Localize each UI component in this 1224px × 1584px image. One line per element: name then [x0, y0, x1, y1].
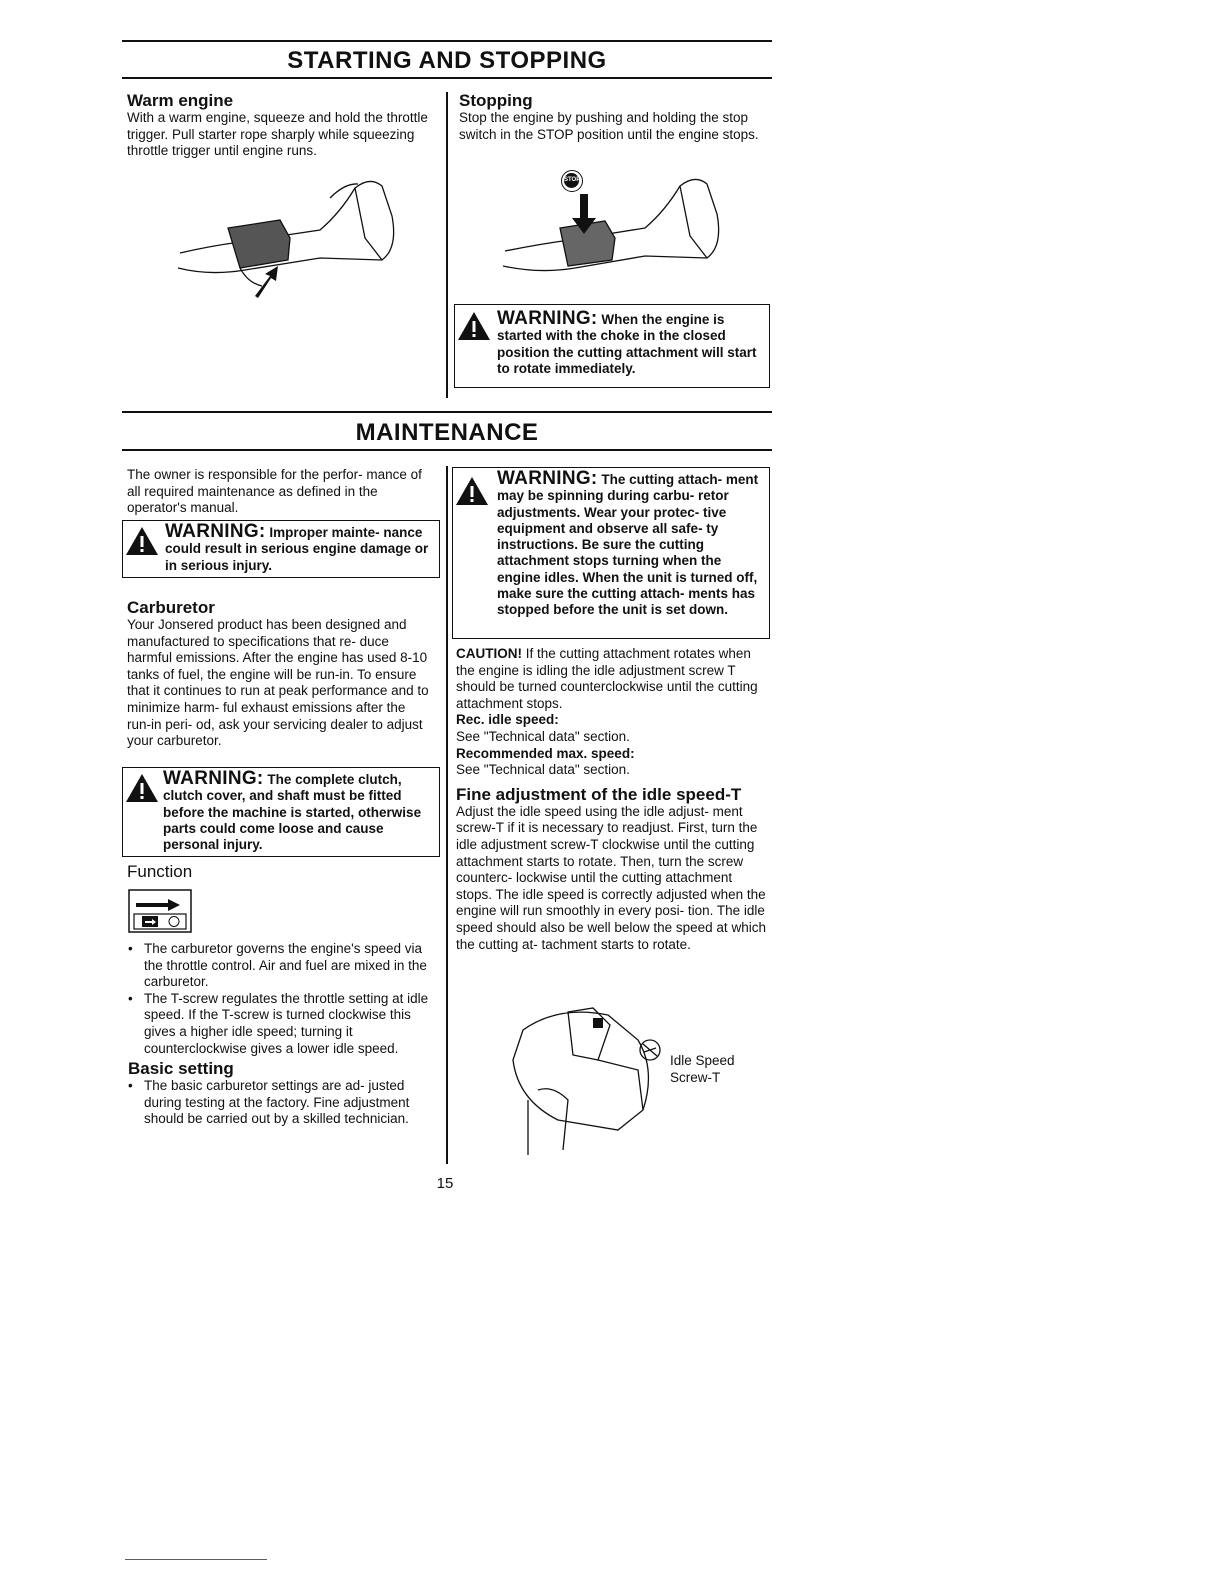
fine-adjust-heading: Fine adjustment of the idle speed-T	[456, 784, 742, 804]
stop-switch-icon	[561, 170, 583, 192]
maintenance-underline	[122, 449, 772, 451]
warning-clutch-body: The complete clutch, clutch cover, and shaft must be fitted before the machine is started, otherwise parts could come loose and cause personal injury.	[163, 772, 422, 853]
rec-idle-text: See "Technical data" section.	[456, 728, 630, 744]
rec-max-text: See "Technical data" section.	[456, 762, 630, 778]
maintenance-intro-text: The owner is responsible for the perfor- mance of all required maintenance as defined in the operator's manual.	[127, 467, 422, 516]
basic-setting-heading: Basic setting	[128, 1059, 234, 1079]
caution-block	[456, 646, 766, 953]
caution-label: CAUTION!	[456, 646, 522, 661]
pull-arrow-icon	[255, 266, 278, 298]
top-rule	[122, 40, 772, 42]
warning-label: WARNING:	[163, 768, 264, 789]
column-divider	[446, 92, 448, 398]
function-heading: Function	[127, 862, 193, 881]
warm-engine-illustration	[170, 168, 410, 303]
warning-clutch-text	[163, 768, 437, 853]
warning-maintenance-body: Improper mainte- nance could result in serious engine damage or in serious injury.	[165, 525, 429, 573]
carburetor-body: Your Jonsered product has been designed and manufactured to specifications that re- duce harmful emissions. After the engine has used 8-10 tanks of fuel, the engine will be run-in. To ensure that it continues to run at peak performance and to minimize harm- ful exhaust emissions after the run-in peri- od, ask your servicing dealer to adjust your carburetor.	[127, 617, 429, 749]
warm-engine-body: With a warm engine, squeeze and hold the throttle trigger. Pull starter rope sharply while squeezing throttle trigger until engine runs.	[127, 110, 428, 159]
section-title-starting: STARTING AND STOPPING	[287, 47, 607, 74]
maintenance-column-divider	[446, 466, 448, 1164]
basic-setting-bullet: • The basic carburetor settings are ad- justed during testing at the factory. Fine adjustment should be carried out by a skilled technician.	[124, 1078, 436, 1128]
warning-box-cutting	[452, 467, 770, 639]
warning-label: WARNING:	[497, 468, 598, 489]
warning-triangle-icon	[125, 526, 159, 556]
stop-label: STOP	[564, 173, 579, 188]
stopping-body: Stop the engine by pushing and holding the stop switch in the STOP position until the engine stops.	[459, 110, 759, 142]
stopping-heading: Stopping	[459, 91, 533, 110]
stopping-block	[459, 91, 764, 143]
idle-screw-illustration	[498, 1000, 668, 1160]
title-underline	[122, 77, 772, 79]
warning-triangle-icon	[457, 311, 491, 341]
page-number: 15	[436, 1175, 454, 1192]
figure-label-line-2: Screw-T	[670, 1069, 721, 1085]
warm-engine-heading: Warm engine	[127, 91, 234, 110]
function-bullets	[124, 941, 436, 1128]
rec-idle-label: Rec. idle speed:	[456, 712, 559, 728]
warning-triangle-icon	[125, 773, 159, 803]
warning-box-choke	[454, 304, 770, 388]
warning-box-clutch	[122, 767, 440, 857]
maintenance-top-rule	[122, 411, 772, 413]
maintenance-intro	[127, 467, 432, 517]
carburetor-block	[127, 598, 432, 750]
warning-label: WARNING:	[497, 308, 598, 329]
idle-speed-label	[670, 1053, 735, 1086]
function-block	[127, 862, 432, 881]
carburetor-heading: Carburetor	[127, 598, 215, 617]
caution-paragraph	[456, 646, 766, 712]
stopping-illustration	[500, 166, 730, 296]
warning-label: WARNING:	[165, 521, 266, 542]
function-bullet: • The carburetor governs the engine's speed via the throttle control. Air and fuel are mixed in the carburetor.	[124, 941, 436, 991]
footer-line	[125, 1559, 267, 1560]
section-title-maintenance: MAINTENANCE	[355, 419, 539, 446]
warning-choke-text	[497, 308, 767, 377]
caution-text: If the cutting attachment rotates when the engine is idling the idle adjustment screw T should be turned counterclockwise until the cutting attachment stops.	[456, 646, 758, 711]
function-bullet: • The T-screw regulates the throttle setting at idle speed. If the T-screw is turned clockwise this gives a higher idle speed; turning it counterclockwise gives a lower idle speed.	[124, 991, 436, 1057]
warning-box-maintenance	[122, 520, 440, 578]
warm-engine-block	[127, 91, 432, 160]
figure-label-line-1: Idle Speed	[670, 1053, 735, 1068]
warning-cutting-text	[497, 468, 767, 619]
warning-maintenance-text	[165, 521, 437, 574]
warning-choke-body: When the engine is started with the choke in the closed position the cutting attachment will start to rotate immediately.	[497, 312, 757, 376]
rec-max-label: Recommended max. speed:	[456, 745, 635, 761]
warning-triangle-icon	[455, 476, 489, 506]
warning-cutting-body: The cutting attach- ment may be spinning during carbu- retor adjustments. Wear your protec- tive equipment and observe all safe- ty instructions. Be sure the cutting attachment stops turning when the engine idles. When the unit is turned off, make sure the cutting attach- ments has stopped before the unit is set down.	[497, 472, 759, 618]
carburetor-function-icon	[128, 889, 192, 933]
fine-adjust-body: Adjust the idle speed using the idle adjust- ment screw-T if it is necessary to readjust. First, turn the idle adjustment screw-T clockwise until the cutting attachment starts to rotate. Then, turn the screw counterc- lockwise until the cutting attachment stops. The idle speed is correctly adjusted when the engine will run smoothly in every posi- tion. The idle speed should also be well below the speed at which the cutting at- tachment starts to rotate.	[456, 803, 766, 952]
